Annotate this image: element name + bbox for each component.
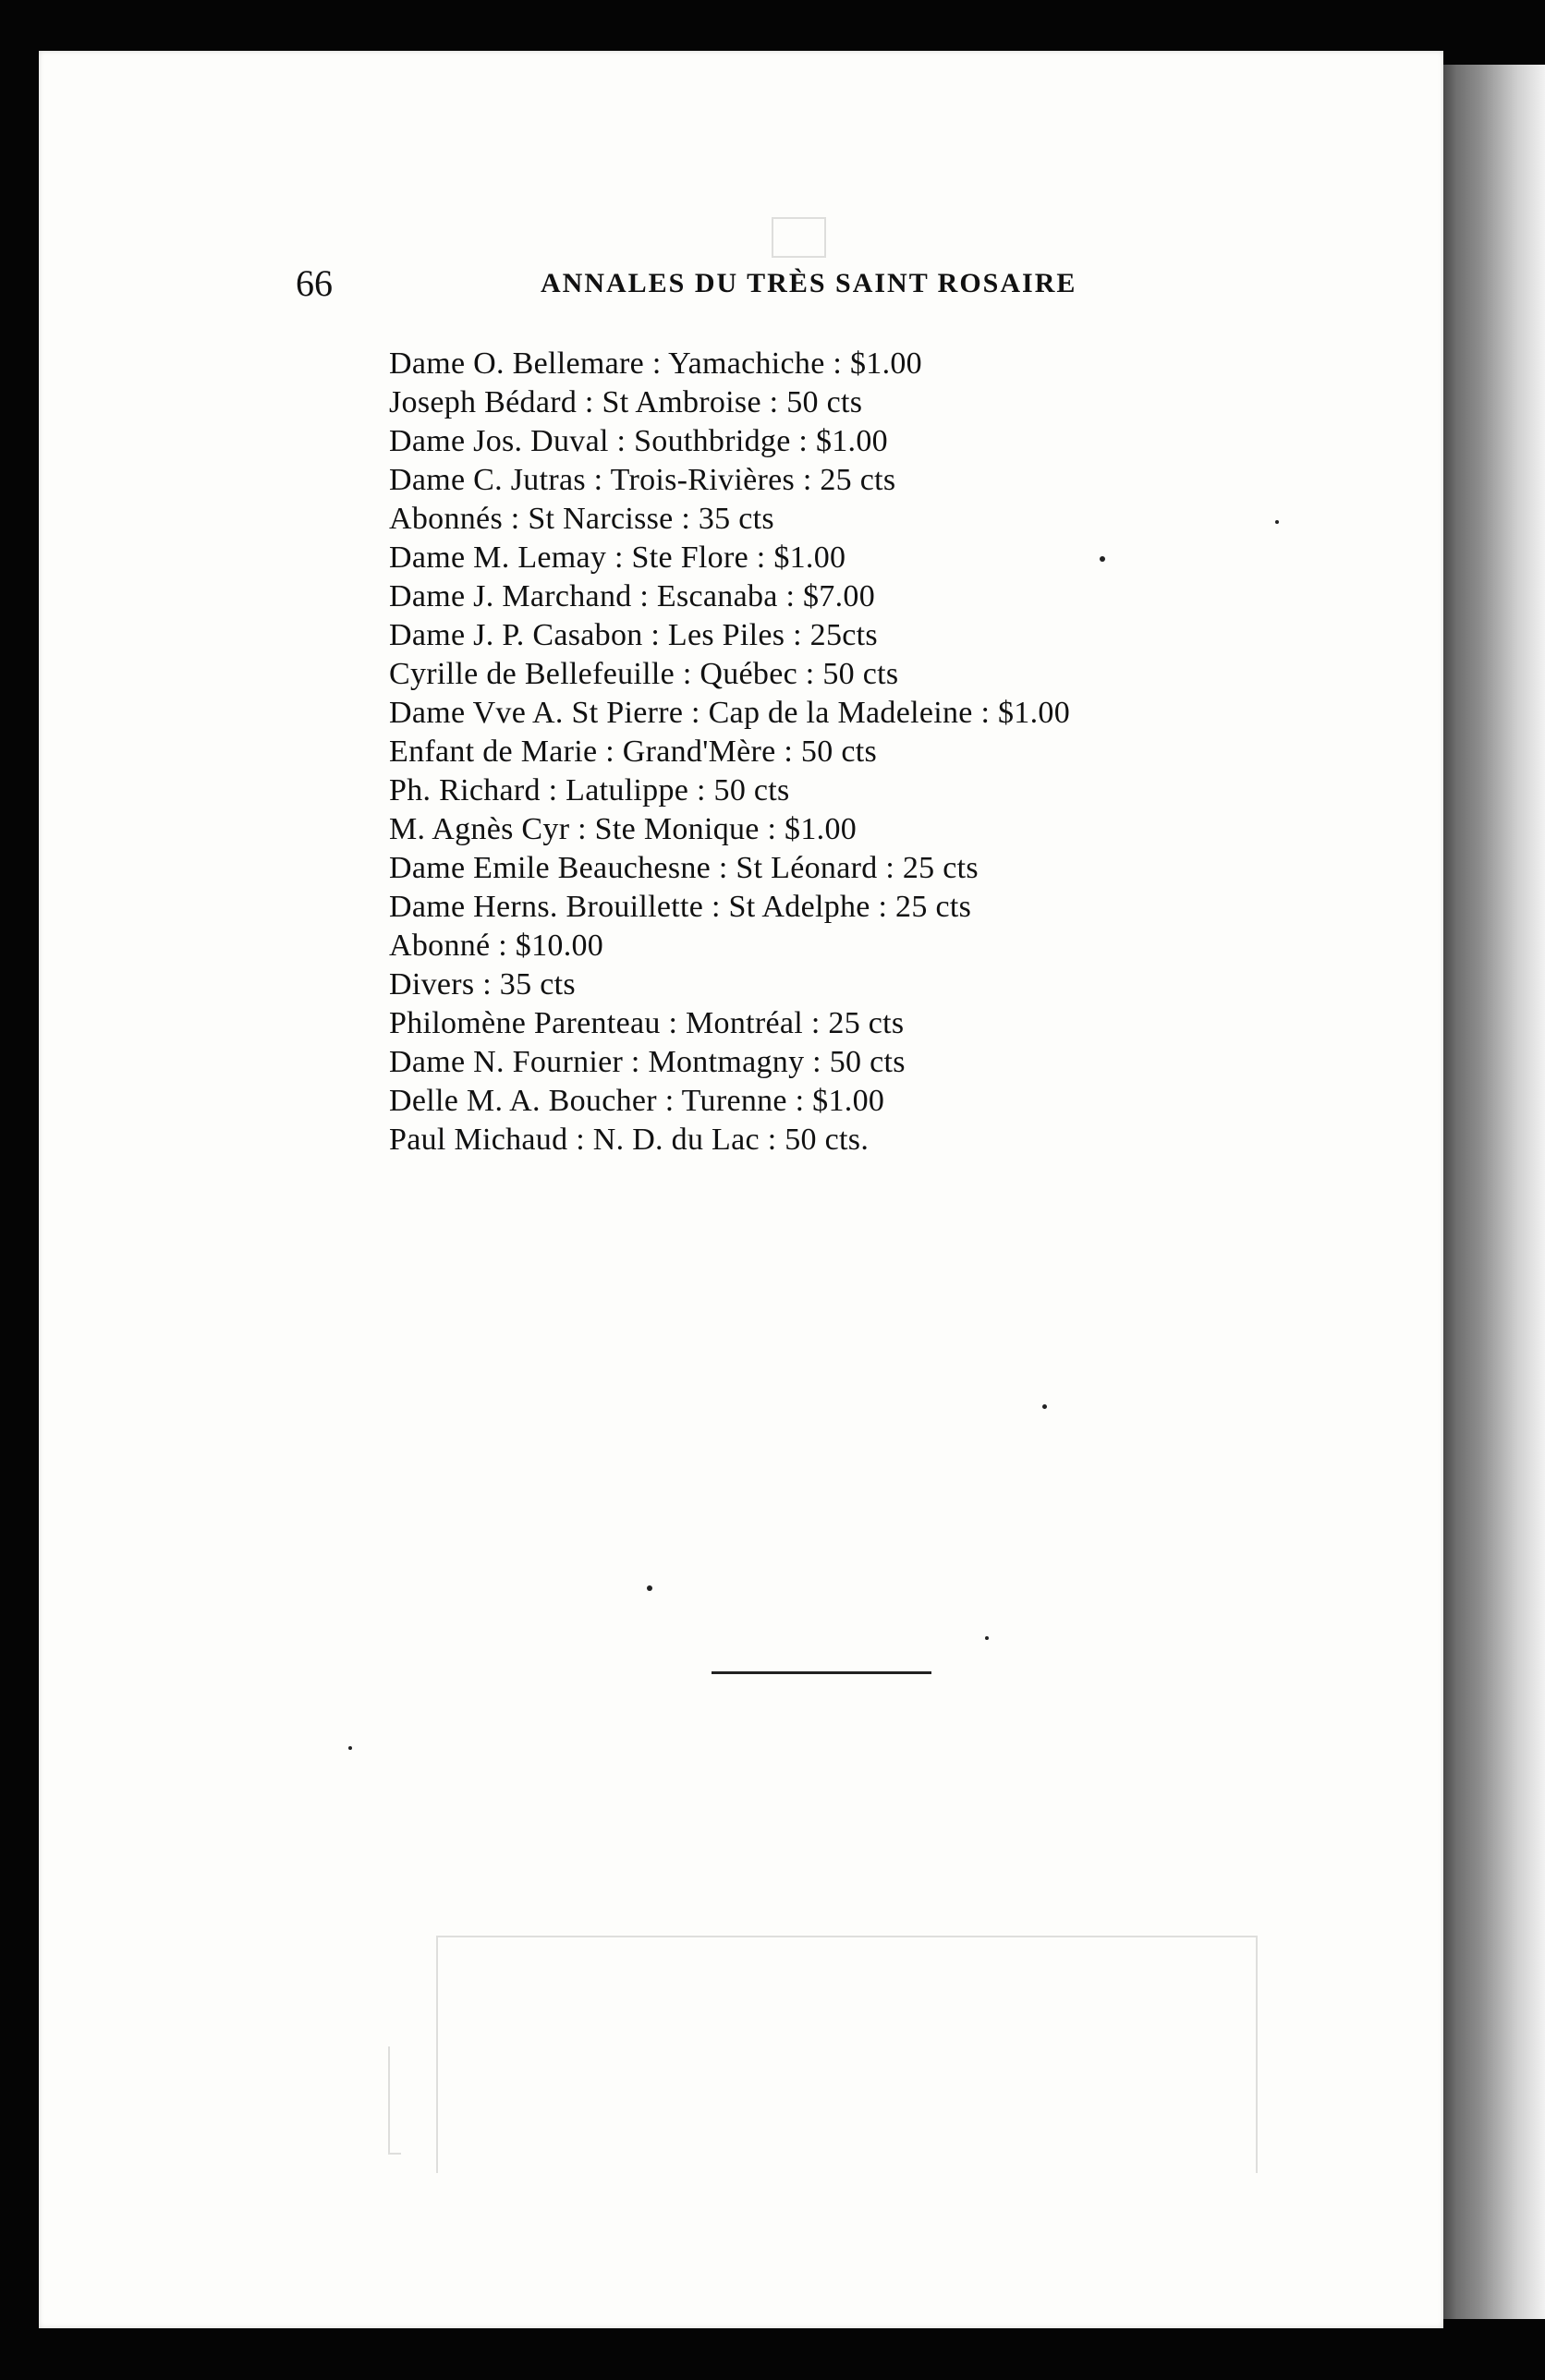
facing-page-edge [1443,65,1545,2319]
ink-speck [647,1585,652,1591]
donation-entry: Delle M. A. Boucher : Turenne : $1.00 [389,1084,885,1118]
ink-speck [348,1746,352,1750]
ink-speck [985,1636,989,1640]
donation-entry: Dame J. Marchand : Escanaba : $7.00 [389,579,875,613]
donation-entry: Dame J. P. Casabon : Les Piles : 25cts [389,618,878,652]
donation-entry: Dame M. Lemay : Ste Flore : $1.00 [389,540,846,575]
donation-entry: Dame Vve A. St Pierre : Cap de la Madeleine : $1.00 [389,696,1071,730]
page-number: 66 [296,262,333,304]
donation-entry: Cyrille de Bellefeuille : Québec : 50 cts [389,657,899,691]
donation-entry: Paul Michaud : N. D. du Lac : 50 cts. [389,1123,870,1157]
donation-entry: Dame N. Fournier : Montmagny : 50 cts [389,1045,906,1079]
donation-entry: Dame O. Bellemare : Yamachiche : $1.00 [389,346,922,381]
section-divider-rule [712,1671,931,1674]
bleed-through-mark [436,1936,1258,2173]
donation-entry: Philomène Parenteau : Montréal : 25 cts [389,1006,905,1040]
ink-speck [1042,1404,1047,1409]
donation-entry: Abonnés : St Narcisse : 35 cts [389,502,774,536]
donation-entry: Divers : 35 cts [389,967,576,1002]
ink-speck [1100,556,1105,562]
running-head: ANNALES DU TRÈS SAINT ROSAIRE [541,268,1077,298]
donation-entry: Abonné : $10.00 [389,929,604,963]
donation-entry: Dame C. Jutras : Trois-Rivières : 25 cts [389,463,896,497]
ink-speck [1275,520,1279,524]
bleed-through-mark [772,217,826,258]
donation-entry: M. Agnès Cyr : Ste Monique : $1.00 [389,812,858,846]
donation-entry: Dame Herns. Brouillette : St Adelphe : 25 cts [389,890,972,924]
donation-entry: Joseph Bédard : St Ambroise : 50 cts [389,385,863,419]
donation-entry: Enfant de Marie : Grand'Mère : 50 cts [389,735,877,769]
donation-entry: Ph. Richard : Latulippe : 50 cts [389,773,790,808]
donation-entry: Dame Jos. Duval : Southbridge : $1.00 [389,424,888,458]
bleed-through-mark [388,2046,401,2155]
donation-list [389,345,1070,1160]
donation-entry: Dame Emile Beauchesne : St Léonard : 25 cts [389,851,979,885]
